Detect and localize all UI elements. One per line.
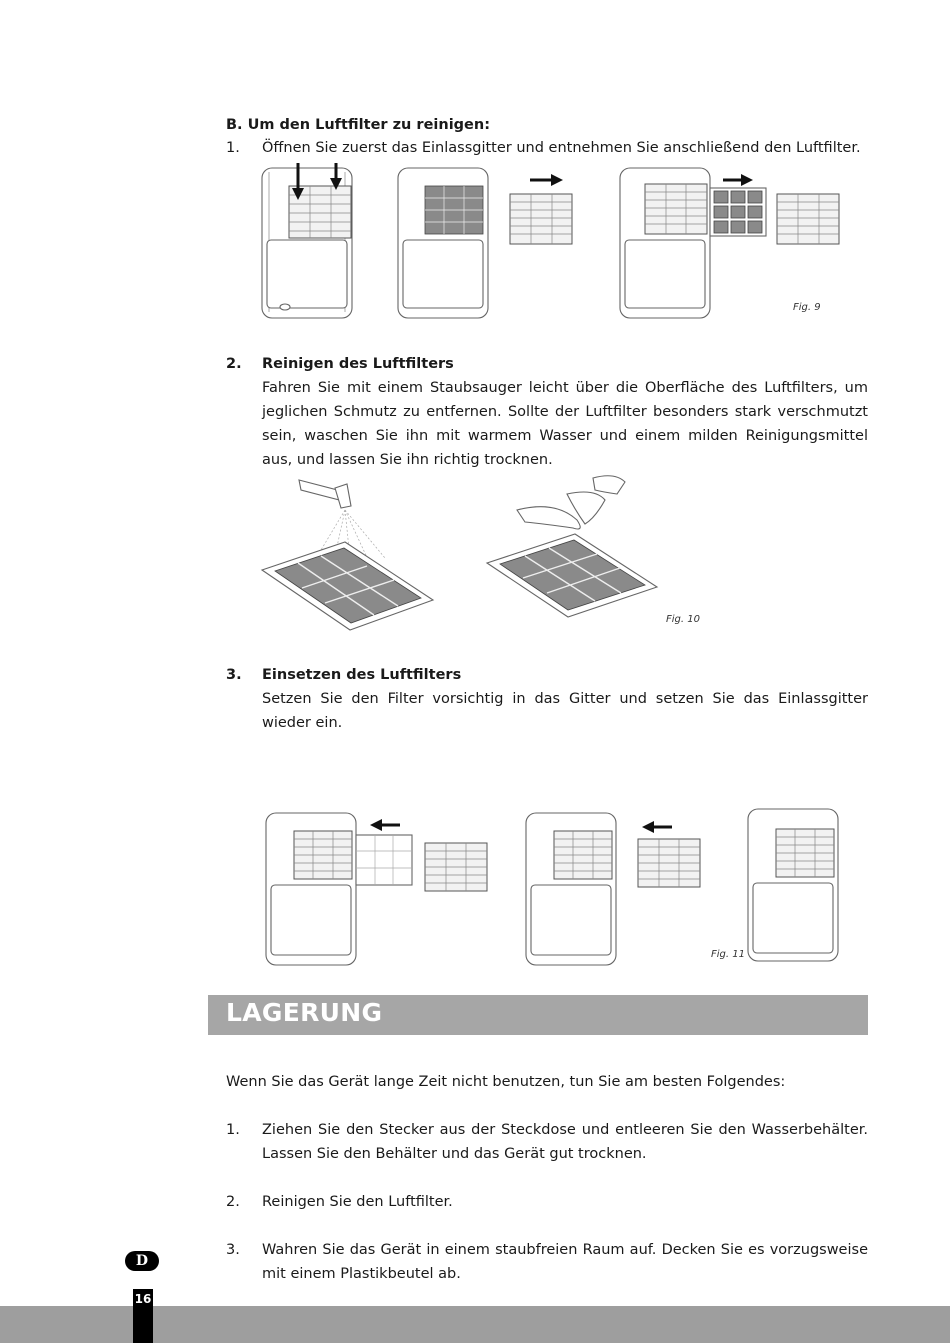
intro-text: Wenn Sie das Gerät lange Zeit nicht benutzen, tun Sie am besten Folgendes: xyxy=(226,1074,786,1090)
fig11-illustration xyxy=(260,805,845,970)
dehumidifier-unit xyxy=(262,163,352,318)
detergent-cup xyxy=(517,476,625,529)
section-banner xyxy=(208,995,868,1035)
faucet xyxy=(299,480,351,508)
fig9-illustration xyxy=(255,160,845,325)
list-number: 1. xyxy=(226,1122,240,1138)
inlet-grille xyxy=(425,843,487,891)
step-title: Reinigen des Luftfilters xyxy=(262,356,454,372)
air-filter xyxy=(487,534,657,617)
air-filter xyxy=(262,542,433,630)
step-text: Setzen Sie den Filter vorsichtig in das Gitter und setzen Sie das Einlassgitter wieder ein. xyxy=(262,691,868,731)
list-item: Reinigen Sie den Luftfilter. xyxy=(262,1194,453,1210)
step-number: 1. xyxy=(226,140,240,156)
step-text: Öffnen Sie zuerst das Einlassgitter und entnehmen Sie anschließend den Luftfilter. xyxy=(262,140,861,156)
section-title: LAGERUNG xyxy=(226,998,383,1027)
language-badge: D xyxy=(125,1251,159,1271)
figure-label: Fig. 10 xyxy=(666,614,700,625)
dehumidifier-unit xyxy=(266,813,356,965)
list-number: 2. xyxy=(226,1194,240,1210)
figure-label: Fig. 9 xyxy=(793,302,821,313)
section-heading: B. Um den Luftfilter zu reinigen: xyxy=(226,117,491,133)
page-number: 16 xyxy=(134,1292,152,1306)
fig10-illustration xyxy=(255,470,675,635)
step-number: 2. xyxy=(226,356,242,372)
page-tab xyxy=(133,1289,153,1343)
dehumidifier-unit xyxy=(620,168,710,318)
step-number: 3. xyxy=(226,667,242,683)
inlet-grille xyxy=(638,839,700,887)
list-item: Wahren Sie das Gerät in einem staubfreien Raum auf. Decken Sie es vorzugsweise mit einem Plastikbeutel ab. xyxy=(262,1242,868,1282)
inlet-grille xyxy=(510,194,572,244)
list-item: Ziehen Sie den Stecker aus der Steckdose und entleeren Sie den Wasserbehälter. Lassen Sie den Behälter und das Gerät gut trocknen. xyxy=(262,1122,868,1162)
list-number: 3. xyxy=(226,1242,240,1258)
figure-label: Fig. 11 xyxy=(711,949,745,960)
inlet-grille xyxy=(777,194,839,244)
dehumidifier-unit xyxy=(398,168,488,318)
air-filter xyxy=(710,188,766,236)
step-text: Fahren Sie mit einem Staubsauger leicht über die Oberfläche des Luftfilters, um jeglichen Schmutz zu entfernen. Sollte der Luftfilter besonders stark verschmutzt sein, waschen Sie ihn mit warmem Wasser und einem milden Reinigungsmittel aus, und lassen Sie ihn richtig trocknen. xyxy=(262,380,868,468)
dehumidifier-unit xyxy=(526,813,616,965)
air-filter xyxy=(356,835,412,885)
dehumidifier-unit xyxy=(748,809,838,961)
step-title: Einsetzen des Luftfilters xyxy=(262,667,462,683)
